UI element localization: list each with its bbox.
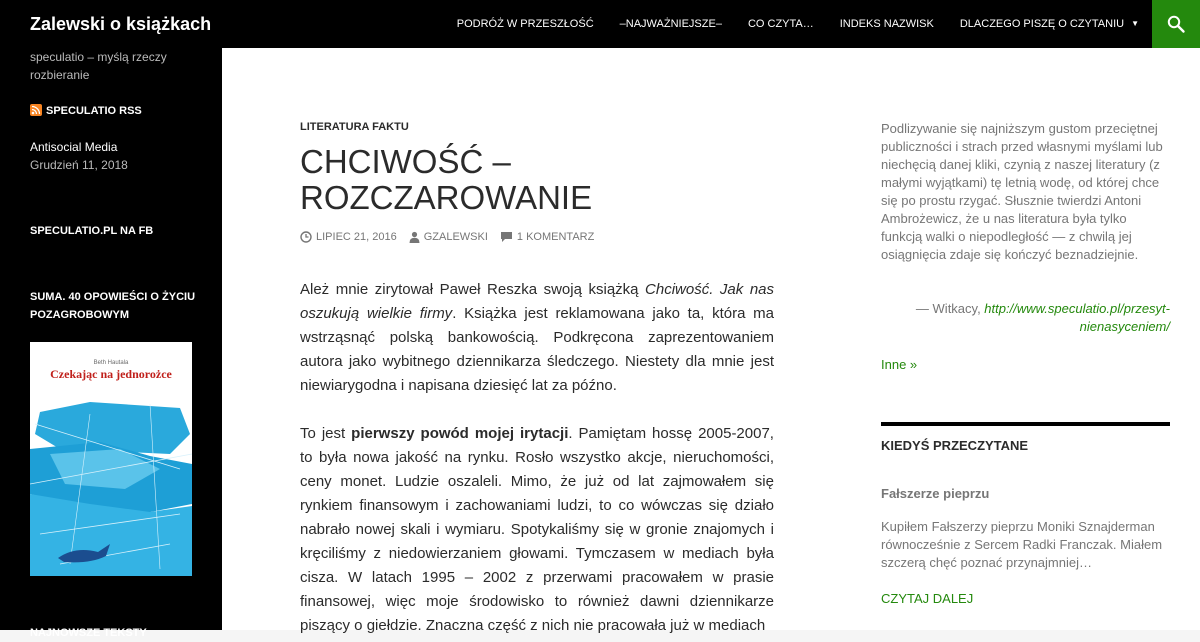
- quote-source-link[interactable]: http://www.speculatio.pl/przesyt-nienasyceniem/: [984, 301, 1170, 334]
- site-tagline: speculatio – myślą rzeczy rozbieranie: [30, 50, 167, 82]
- cover-author: Beth Hautala: [93, 360, 129, 366]
- search-toggle-button[interactable]: [1152, 0, 1200, 48]
- nav-item-podroz[interactable]: PODRÓŻ W PRZESZŁOŚĆ: [456, 18, 594, 30]
- clock-icon: [300, 231, 312, 243]
- primary-nav: [444, 0, 1152, 48]
- cover-title: Czekając na jednorożce: [50, 367, 172, 381]
- user-icon: [409, 231, 420, 243]
- rss-widget-label: SPECULATIO RSS: [46, 105, 142, 117]
- paragraph-text: Ależ mnie zirytował Paweł Reszka swoją książką: [300, 281, 646, 298]
- nav-item-co-czyta[interactable]: CO CZYTA…: [747, 18, 814, 30]
- top-bar: [0, 0, 1200, 48]
- more-quotes-link[interactable]: Inne »: [881, 357, 918, 372]
- quote-text: Podlizywanie się najniższym gustom przeciętnej publiczności i strach przed własnymi myślami lub niechęcią danej kliki, czynią z naszej literatury (z małymi wyjątkami) tę letnią wodę, od której chce się po prostu rzygać. Słusznie twierdzi Antoni Ambrożewicz, że u nas literatura była tylko funkcją walki o niepodległość — z chwilą jej osiągnięcia zdaje się kończyć beznadziejnie.: [881, 121, 1163, 262]
- paragraph-text: . Książka jest reklamowana jako ta, która ma wstrząsnąć polską bankowością. Podkręcona zaprezentowaniem autora jako wybitnego dziennikarza śledczego. Niestety dla mnie jest niewiarygodna i napisana dziesięć lat za późno.: [300, 305, 774, 394]
- nav-item-najwazniejsze[interactable]: –NAJWAŻNIEJSZE–: [619, 18, 722, 30]
- latest-posts-widget-title: NAJNOWSZE TEKSTY: [30, 627, 147, 639]
- quote-citation: [881, 300, 1170, 336]
- strong-text: pierwszy powód mojej irytacji: [351, 425, 569, 442]
- post-comments[interactable]: [500, 229, 594, 245]
- main-content: [222, 48, 1200, 634]
- cover-artwork: [30, 394, 192, 576]
- nav-item-indeks-nazwisk[interactable]: INDEKS NAZWISK: [839, 18, 934, 30]
- nav-item-label: DLACZEGO PISZĘ O CZYTANIU: [959, 18, 1125, 30]
- recent-post-title[interactable]: Fałszerze pieprzu: [881, 486, 990, 501]
- article-paragraph: [300, 422, 774, 638]
- left-sidebar: [0, 48, 222, 639]
- fb-widget-title: SPECULATIO.PL NA FB: [30, 225, 154, 237]
- post-author[interactable]: [409, 229, 488, 245]
- caret-down-icon: ▼: [1131, 19, 1139, 28]
- post-comments-text: 1 KOMENTARZ: [516, 231, 595, 243]
- article-title: CHCIWOŚĆ – ROZCZAROWANIE: [300, 143, 593, 216]
- paragraph-text: To jest: [300, 425, 352, 442]
- rss-icon: [30, 104, 42, 116]
- search-icon: [1167, 15, 1185, 33]
- quote-author: — Witkacy,: [915, 301, 985, 316]
- rss-widget-title[interactable]: [30, 102, 205, 120]
- recent-post-excerpt: Kupiłem Fałszerzy pieprzu Moniki Sznajderman równocześnie z Sercem Radki Franczak. Miałem szczerą chęć poznać przynajmniej…: [881, 519, 1163, 570]
- widget-title: KIEDYŚ PRZECZYTANE: [881, 438, 1029, 453]
- article-meta: [300, 229, 594, 245]
- book-cover-image[interactable]: [30, 342, 192, 576]
- rss-item-link[interactable]: Antisocial Media: [30, 140, 118, 154]
- nav-item-dlaczego[interactable]: [947, 0, 1152, 48]
- post-date-text: LIPIEC 21, 2016: [316, 231, 397, 243]
- rss-item-date: Grudzień 11, 2018: [30, 158, 128, 172]
- article-paragraph: [300, 278, 774, 398]
- category-link[interactable]: LITERATURA FAKTU: [300, 121, 409, 133]
- post-date[interactable]: [300, 229, 397, 245]
- read-more-link[interactable]: CZYTAJ DALEJ: [881, 591, 974, 606]
- site-title[interactable]: Zalewski o książkach: [30, 14, 212, 34]
- book-widget-title: SUMA. 40 OPOWIEŚCI O ŻYCIU POZAGROBOWYM: [30, 291, 196, 321]
- widget-divider: [881, 422, 1170, 426]
- paragraph-text: . Pamiętam hossę 2005-2007, to była nowa jakość na rynku. Rosło wszystko akcje, nieruchomości, ceny monet. Ludzie oszaleli. Mimo, że już od lat zajmowałem się rynkiem finansowym i zachowaniami ludzi, to co wówczas się działo nabrało nowej skali i wymiaru. Spotykaliśmy się w gronie znajomych i kręciliśmy z niedowierzaniem głowami. Tymczasem w mediach była cisza. W latach 1995 – 2002 z przerwami pracowałem w prasie finansowej, więc moje środowisko to również dawni dziennikarze piszący o giełdzie. Znaczna część z nich nie pracowała już w mediach: [300, 425, 774, 634]
- comment-icon: [500, 231, 513, 243]
- post-author-text: GZALEWSKI: [423, 231, 488, 243]
- book-title-emphasis: Chciwość. Jak nas oszukują wielkie firmy: [300, 281, 774, 322]
